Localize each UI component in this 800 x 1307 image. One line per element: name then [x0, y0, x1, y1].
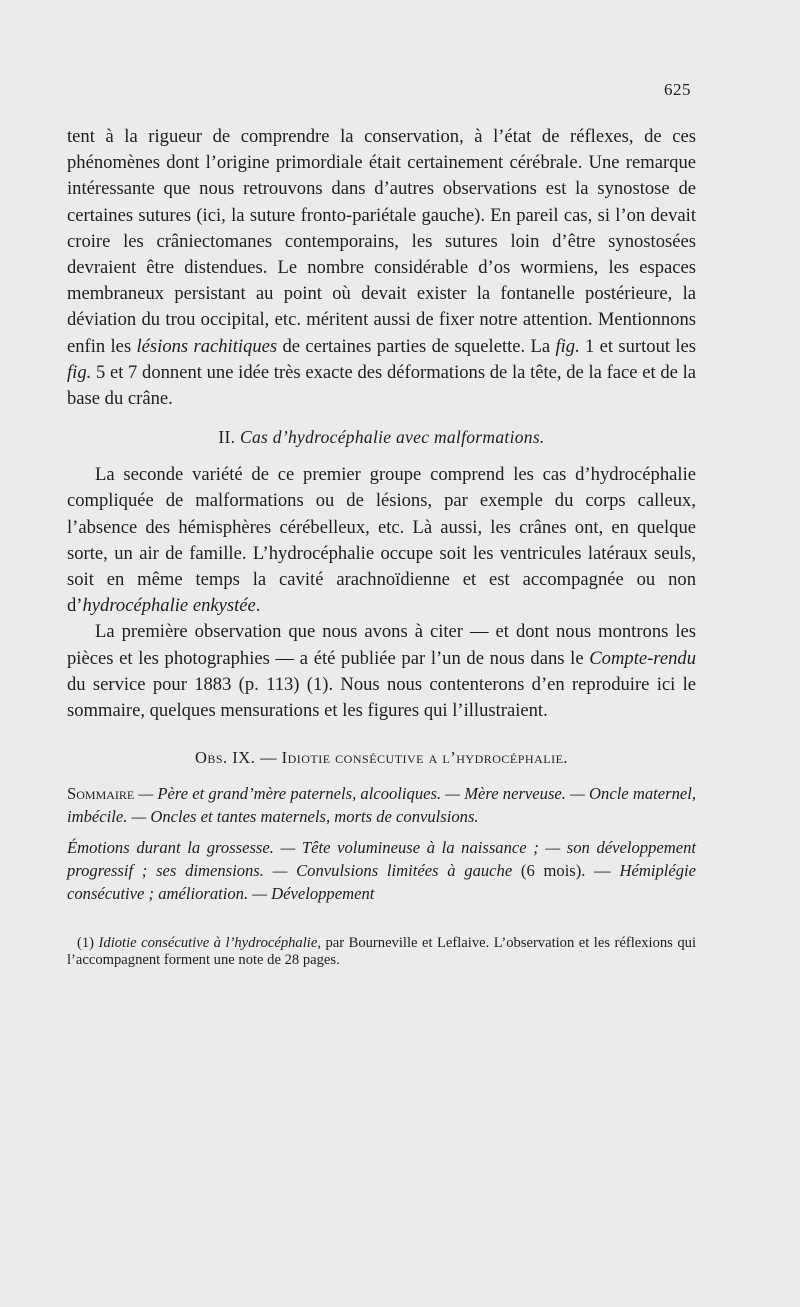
page-number: 625 — [664, 80, 691, 99]
italic-text: fig. — [67, 361, 92, 383]
summary-text: Hémiplégie consécutive ; amélioration. — Développement — [67, 861, 696, 904]
paragraph-text: . — [255, 595, 261, 617]
summary-text: Émotions durant la grossesse. — Tête volumineuse à la naissance ; — son développement progressif ; ses dimensions. — Convulsions limitées à gauche — [67, 838, 696, 881]
summary-paragraph-1 — [67, 782, 696, 828]
summary-text: — Père et grand’mère paternels, alcooliques. — Mère nerveuse. — Oncle maternel, imbécile. — Oncles et tantes maternels, morts de convulsions. — [67, 784, 696, 827]
paragraph-text: tent à la rigueur de comprendre la conservation, à l’état de réflexes, de ces phénomènes dont l’origine primordiale était certainement cérébrale. Une remarque intéressante que nous retrouvons dans d’autres observations est la synostose de certaines sutures (ici, la suture fronto-pariétale gauche). En pareil cas, si l’on devait croire les crâniectomanes contemporains, les sutures loin d’être synostosées devraient être distendues. Le nombre considérable d’os wormiens, les espaces membraneux persistant au point où devait exister la fontanelle postérieure, la déviation du trou occipital, etc. méritent aussi de fixer notre attention. Mentionnons enfin les — [67, 126, 696, 357]
observation-title: — Idiotie consécutive a l’hydrocéphalie. — [255, 748, 569, 768]
paragraph-text: de certaines parties de squelette. La — [277, 335, 556, 357]
page-body — [67, 124, 696, 969]
summary-paragraph-2 — [67, 836, 696, 905]
paragraph-premiere-observation — [67, 619, 696, 724]
paragraph-text: 5 et 7 donnent une idée très exacte des déformations de la tête, de la face et de la base du crâne. — [67, 361, 696, 410]
paragraph-conservation — [67, 124, 696, 412]
paragraph-text: La seconde variété de ce premier groupe comprend les cas d’hydrocéphalie compliquée de malformations ou de lésions, par exemple du corps calleux, l’absence des hémisphères cérébelleux, etc. Là aussi, les crânes ont, en quelque sorte, un air de famille. L’hydrocéphalie occupe soit les ventricules latéraux seuls, soit en même temps la cavité arachnoïdienne et est accompagnée ou non d’ — [67, 464, 696, 617]
footnote-text: par Bourneville et Leflaive. L’observation et les réflexions qui l’accompagnent forment une note de 28 pages. — [67, 935, 696, 969]
footnote — [67, 935, 696, 969]
paragraph-text: La première observation que nous avons à citer — et dont nous montrons les pièces et les photographies — a été publiée par l’un de nous dans le — [67, 621, 696, 669]
italic-text: Compte-rendu — [589, 647, 696, 669]
observation-label: Obs. IX. — [194, 748, 256, 768]
paragraph-hydrocephalie — [67, 462, 696, 619]
footnote-marker: (1) — [77, 935, 95, 952]
section-heading — [67, 427, 696, 448]
paragraph-text: du service pour 1883 (p. 113) (1). Nous nous contenterons d’en reproduire ici le sommaire, quelques mensurations et les figures qui l’illustraient. — [67, 673, 696, 722]
italic-text: lésions rachitiques — [136, 335, 278, 357]
summary-text: (6 mois). — — [512, 861, 620, 881]
italic-text: hydrocéphalie enkystée — [82, 595, 256, 617]
paragraph-text: 1 et surtout les — [579, 335, 697, 357]
summary-label: Sommaire — [67, 784, 135, 804]
footnote-title: Idiotie consécutive à l’hydrocéphalie, — [98, 935, 321, 952]
observation-heading — [67, 748, 696, 768]
italic-text: fig. — [555, 335, 580, 357]
section-numeral: II. — [218, 427, 236, 448]
section-title: Cas d’hydrocéphalie avec malformations. — [240, 427, 545, 448]
